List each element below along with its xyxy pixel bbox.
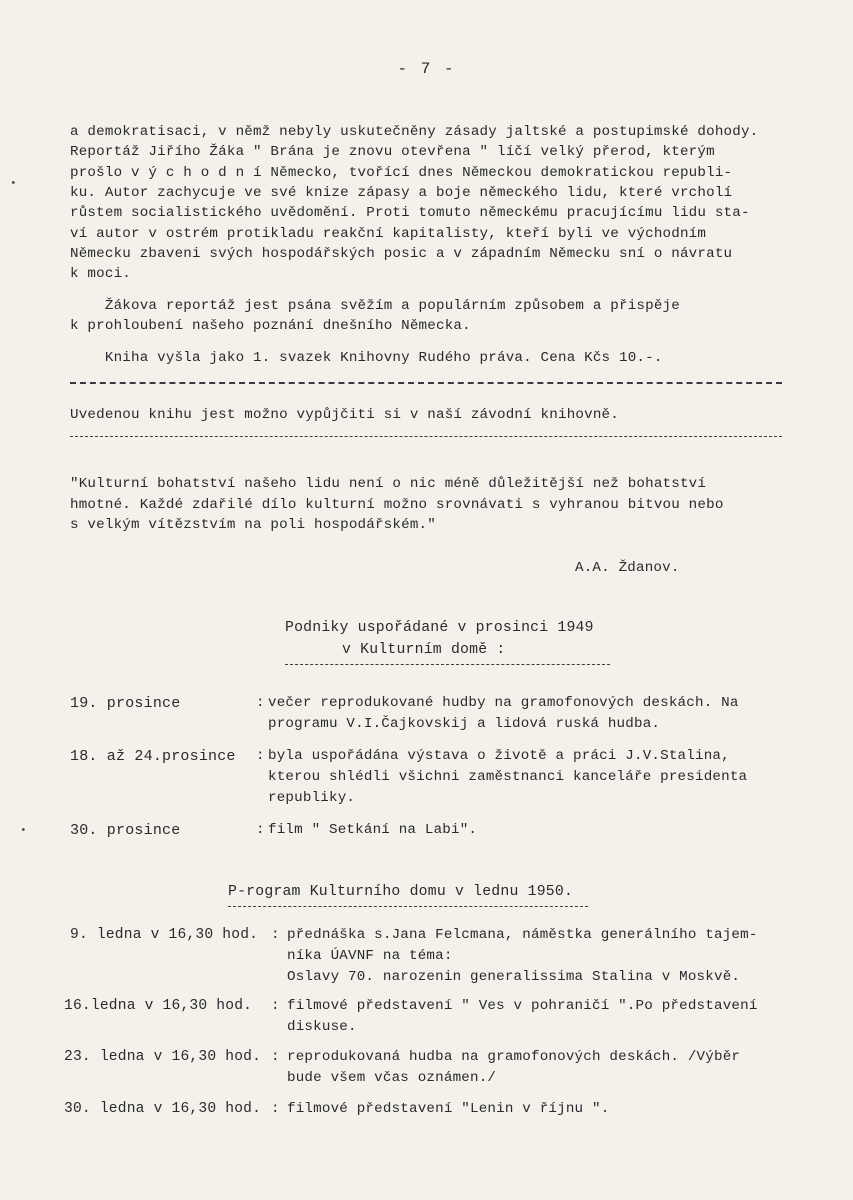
review-line: ku. Autor zachycuje ve své knize zápasy a boje německého lidu, které vrcholí: [70, 185, 733, 201]
event-separator: :: [271, 927, 280, 943]
event-separator: :: [271, 1101, 280, 1117]
review-line: prošlo v ý c h o d n í Německo, tvořící dnes Německou demokratickou republi-: [70, 165, 733, 181]
event-description: večer reprodukované hudby na gramofonových deskách. Na: [268, 695, 739, 711]
review-paragraph-line: Žákova reportáž jest psána svěžím a populárním způsobem a přispěje: [70, 298, 680, 314]
quote-line: s velkým vítězstvím na poli hospodářském.": [70, 517, 436, 533]
event-description: diskuse.: [287, 1019, 357, 1035]
quote-author: A.A. Ždanov.: [575, 560, 680, 576]
event-date: 18. až 24.prosince: [70, 748, 236, 765]
event-separator: :: [256, 695, 265, 711]
event-description: bude všem včas oznámen./: [287, 1070, 497, 1086]
event-description: níka ÚAVNF na téma:: [287, 948, 453, 964]
event-description: filmové představení "Lenin v říjnu ".: [287, 1101, 610, 1117]
event-date: 30. ledna v 16,30 hod.: [64, 1101, 262, 1117]
page-number: - 7 -: [397, 60, 456, 78]
event-description: filmové představení " Ves v pohraničí ".Po představení: [287, 998, 758, 1014]
event-description: film " Setkání na Labi".: [268, 822, 478, 838]
review-paragraph-line: k prohloubení našeho poznání dnešního Německa.: [70, 318, 471, 334]
event-date: 16.ledna v 16,30 hod.: [64, 998, 253, 1014]
event-description: byla uspořádána výstava o životě a práci J.V.Stalina,: [268, 748, 730, 764]
library-note: Uvedenou knihu jest možno vypůjčiti si v naší závodní knihovně.: [70, 407, 619, 423]
december-subheading: v Kulturním domě :: [342, 642, 506, 658]
divider: [70, 382, 782, 384]
event-description: Oslavy 70. narozenin generalissima Stalina v Moskvě.: [287, 969, 741, 985]
event-date: 19. prosince: [70, 695, 181, 712]
event-separator: :: [256, 822, 265, 838]
quote-line: "Kulturní bohatství našeho lidu není o nic méně důležitější než bohatství: [70, 476, 707, 492]
review-line: růstem socialistického uvědomění. Proti tomuto německému pracujícímu lidu sta-: [70, 205, 750, 221]
review-line: a demokratisaci, v němž nebyly uskutečněny zásady jaltské a postupimské dohody.: [70, 124, 759, 140]
january-heading: P-rogram Kulturního domu v lednu 1950.: [228, 884, 574, 900]
review-line: k moci.: [70, 266, 131, 282]
event-separator: :: [256, 748, 265, 764]
margin-speck: •: [10, 178, 17, 190]
divider: [70, 436, 782, 437]
review-line: Německu zbaveni svých hospodářských posic a v západním Německu sní o návratu: [70, 246, 733, 262]
event-date: 30. prosince: [70, 822, 181, 839]
review-line: Reportáž Jiřího Žáka " Brána je znovu otevřena " líčí velký přerod, kterým: [70, 144, 715, 160]
event-date: 23. ledna v 16,30 hod.: [64, 1049, 262, 1065]
margin-speck: •: [20, 825, 27, 837]
event-description: přednáška s.Jana Felcmana, náměstka generálního tajem-: [287, 927, 758, 943]
event-description: reprodukovaná hudba na gramofonových deskách. /Výběr: [287, 1049, 741, 1065]
event-separator: :: [271, 998, 280, 1014]
event-description: republiky.: [268, 790, 356, 806]
event-description: programu V.I.Čajkovskij a lidová ruská hudba.: [268, 716, 661, 732]
heading-underline: [228, 906, 588, 907]
event-date: 9. ledna v 16,30 hod.: [70, 927, 259, 943]
december-heading: Podniky uspořádané v prosinci 1949: [285, 620, 594, 636]
heading-underline: [285, 664, 610, 665]
event-separator: :: [271, 1049, 280, 1065]
event-description: kterou shlédli všichni zaměstnanci kanceláře presidenta: [268, 769, 748, 785]
price-line: Kniha vyšla jako 1. svazek Knihovny Rudého práva. Cena Kčs 10.-.: [70, 350, 663, 366]
quote-line: hmotné. Každé zdařilé dílo kulturní možno srovnávati s vyhranou bitvou nebo: [70, 497, 724, 513]
review-line: ví autor v ostrém protikladu reakční kapitalisty, kteří byli ve východním: [70, 226, 707, 242]
